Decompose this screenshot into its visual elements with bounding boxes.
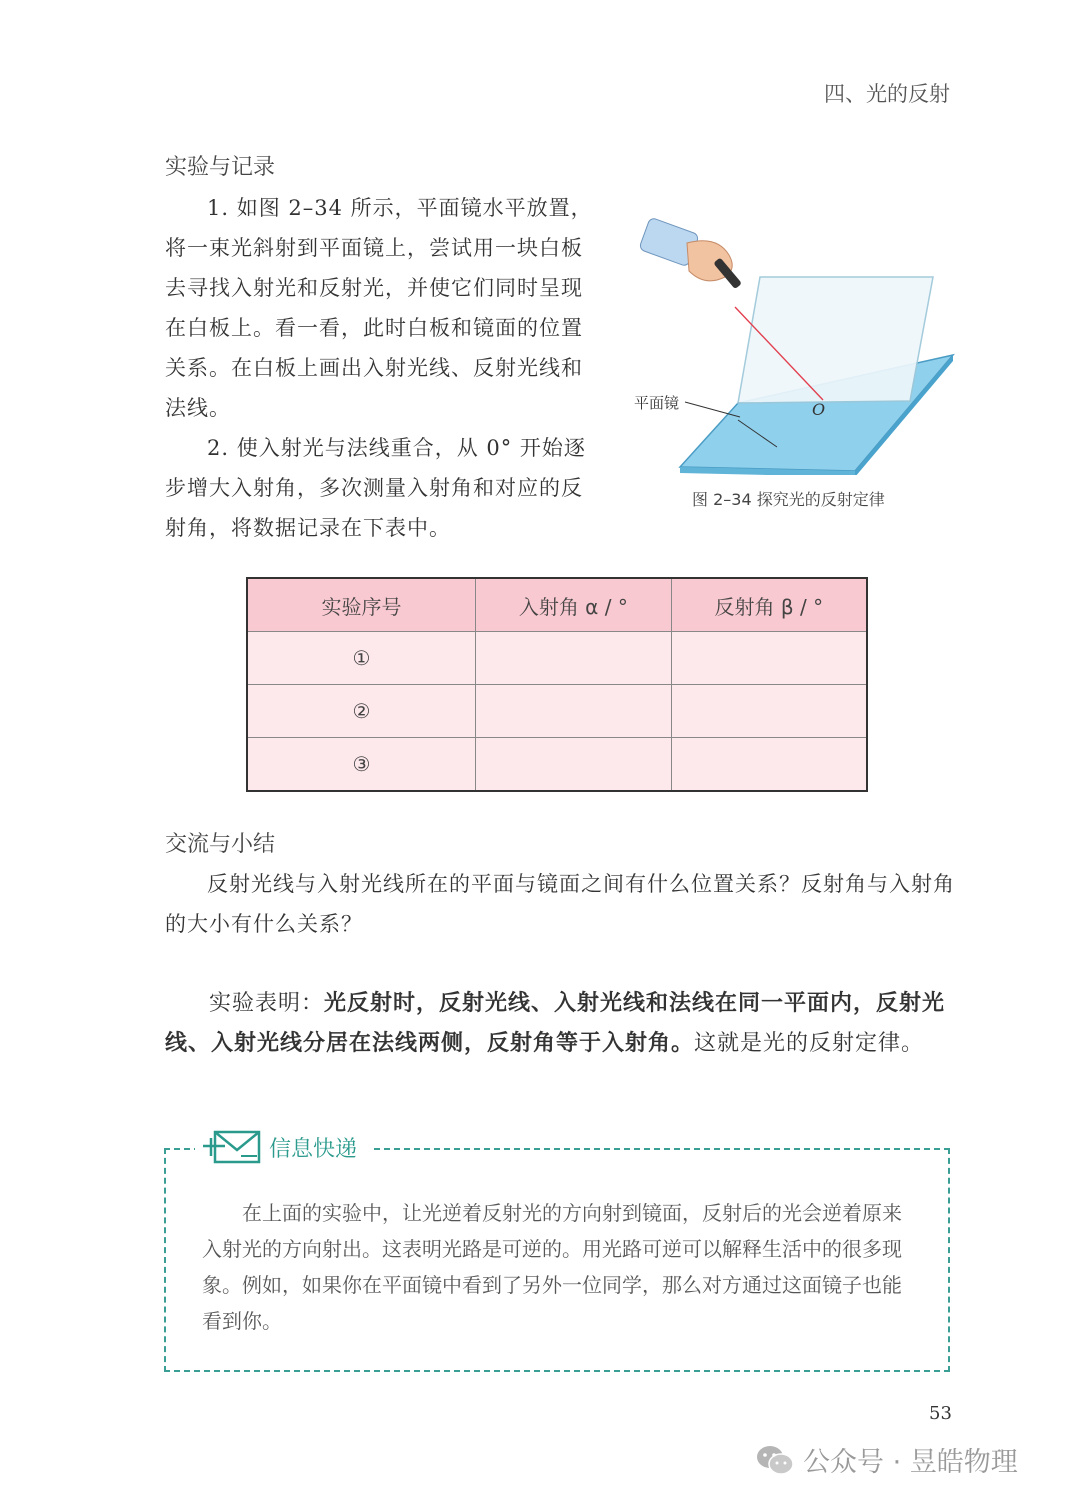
table-row [247, 632, 867, 685]
info-box-header [195, 1128, 371, 1166]
trial-number: ② [247, 685, 476, 738]
conclusion-tail: 这就是光的反射定律。 [694, 1031, 925, 1056]
info-box-text: 在上面的实验中，让光逆着反射光的方向射到镜面，反射后的光会逆着原来入射光的方向射出。这表明光路是可逆的。用光路可逆可以解释生活中的很多现象。例如，如果你在平面镜中看到了另外一位同学，那么对方通过这面镜子也能看到你。 [202, 1201, 902, 1333]
incidence-cell[interactable] [476, 685, 672, 738]
conclusion-paragraph [165, 984, 955, 1064]
incidence-cell[interactable] [476, 632, 672, 685]
conclusion-lead: 实验表明： [209, 991, 325, 1016]
envelope-icon [201, 1128, 263, 1166]
wechat-icon [755, 1443, 795, 1477]
table-header-row [247, 578, 867, 632]
chapter-header: 四、光的反射 [824, 82, 950, 106]
data-table [246, 577, 868, 792]
reflection-cell[interactable] [671, 685, 867, 738]
header-reflection-angle: 反射角 β / ° [671, 578, 867, 632]
page-number: 53 [929, 1403, 952, 1424]
header-incidence-angle: 入射角 α / ° [476, 578, 672, 632]
table-row [247, 685, 867, 738]
trial-number: ① [247, 632, 476, 685]
white-board [738, 277, 933, 403]
table-row [247, 738, 867, 792]
section-title-experiment: 实验与记录 [165, 155, 276, 180]
watermark [755, 1440, 1018, 1479]
mirror-label: 平面镜 [634, 394, 680, 412]
watermark-text: 公众号 · 昱皓物理 [803, 1447, 1018, 1478]
experiment-step-1: 1. 如图 2–34 所示，平面镜水平放置，将一束光斜射到平面镜上，尝试用一块白板去寻找入射光和反射光，并使它们同时呈现在白板上。看一看，此时白板和镜面的位置关系。在白板上画出入射光线、反射光线和法线。 [165, 196, 593, 420]
reflection-cell[interactable] [671, 738, 867, 792]
header-trial: 实验序号 [247, 578, 476, 632]
summary-question: 反射光线与入射光线所在的平面与镜面之间有什么位置关系？反射角与入射角的大小有什么关系？ [165, 872, 955, 936]
figure-caption: 图 2–34 探究光的反射定律 [692, 490, 885, 509]
experiment-step-2: 2. 使入射光与法线重合，从 0° 开始逐步增大入射角，多次测量入射角和对应的反射角，将数据记录在下表中。 [165, 436, 586, 540]
conclusion-law: 光反射时，反射光线、入射光线和法线在同一平面内，反射光线、入射光线分居在法线两侧，反射角等于入射角。 [165, 991, 946, 1056]
trial-number: ③ [247, 738, 476, 792]
incidence-cell[interactable] [476, 738, 672, 792]
info-box-title: 信息快递 [269, 1136, 358, 1162]
section-title-summary: 交流与小结 [165, 832, 276, 857]
reflection-experiment-figure [625, 215, 955, 475]
point-o-label: O [812, 400, 826, 419]
reflection-cell[interactable] [671, 632, 867, 685]
